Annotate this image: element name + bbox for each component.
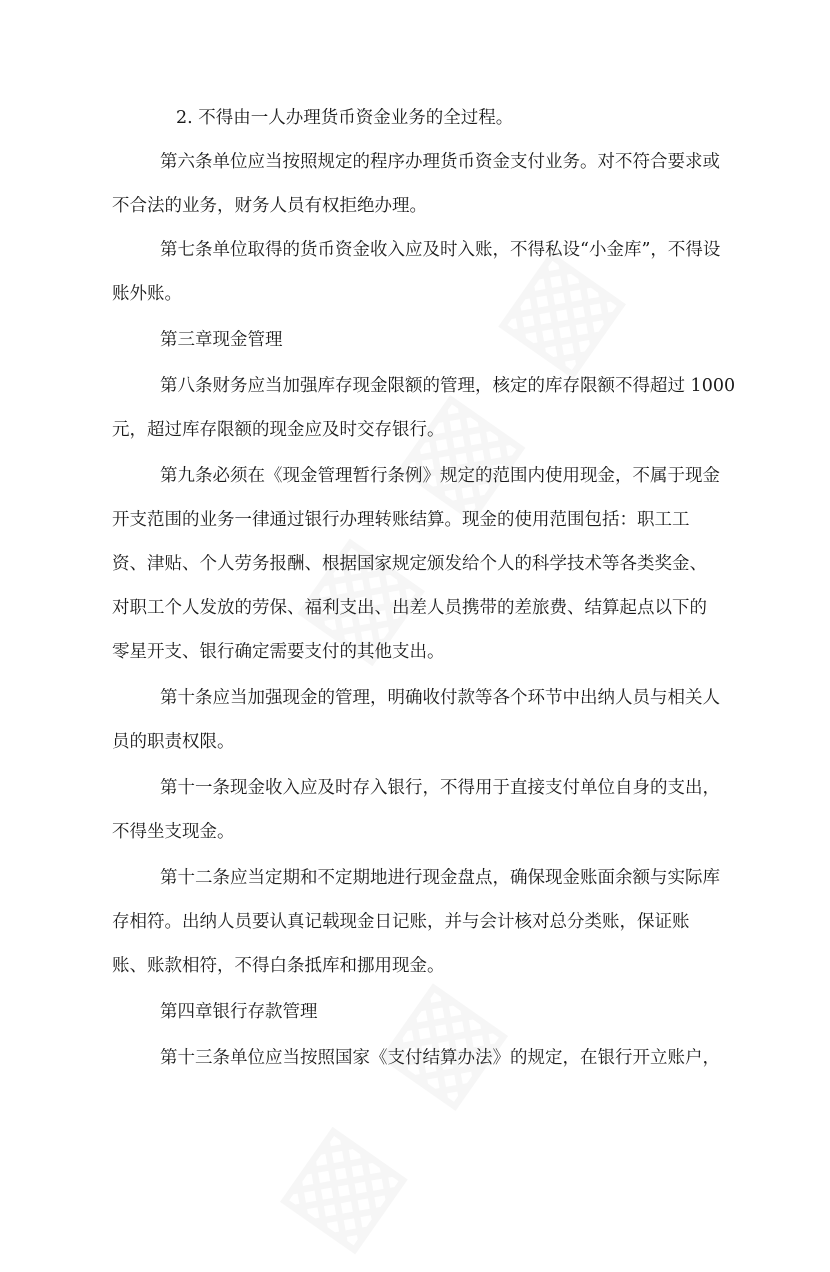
chapter-heading: 第三章现金管理 — [160, 330, 283, 350]
text-line: 员的职责权限。 — [112, 732, 235, 752]
text-line: 2. 不得由一人办理货币资金业务的全过程。 — [176, 108, 514, 128]
text-line: 第九条必须在《现金管理暂行条例》规定的范围内使用现金，不属于现金 — [160, 466, 720, 486]
chapter-heading: 第四章银行存款管理 — [160, 1002, 318, 1022]
text-line: 第七条单位取得的货币资金收入应及时入账，不得私设“小金库”，不得设 — [160, 240, 721, 260]
text-line: 账外账。 — [112, 284, 182, 304]
text-line: 第六条单位应当按照规定的程序办理货币资金支付业务。对不符合要求或 — [160, 152, 720, 172]
text-line: 开支范围的业务一律通过银行办理转账结算。现金的使用范围包括：职工工 — [112, 510, 690, 530]
text-line: 第十三条单位应当按照国家《支付结算办法》的规定，在银行开立账户， — [160, 1048, 720, 1068]
text-line: 第十二条应当定期和不定期地进行现金盘点，确保现金账面余额与实际库 — [160, 868, 720, 888]
text-line: 存相符。出纳人员要认真记载现金日记账，并与会计核对总分类账，保证账 — [112, 912, 690, 932]
text-line: 第十条应当加强现金的管理，明确收付款等各个环节中出纳人员与相关人 — [160, 688, 720, 708]
text-line: 元，超过库存限额的现金应及时交存银行。 — [112, 420, 445, 440]
text-line: 对职工个人发放的劳保、福利支出、出差人员携带的差旅费、结算起点以下的 — [112, 598, 707, 618]
text-line: 零星开支、银行确定需要支付的其他支出。 — [112, 642, 445, 662]
text-line: 账、账款相符，不得白条抵库和挪用现金。 — [112, 956, 445, 976]
text-line: 第十一条现金收入应及时存入银行，不得用于直接支付单位自身的支出， — [160, 778, 720, 798]
text-line: 不得坐支现金。 — [112, 822, 235, 842]
watermark — [247, 947, 532, 1271]
text-line: 第八条财务应当加强库存现金限额的管理，核定的库存限额不得超过 1000 — [160, 376, 736, 396]
text-line: 不合法的业务，财务人员有权拒绝办理。 — [112, 196, 427, 216]
text-line: 资、津贴、个人劳务报酬、根据国家规定颁发给个人的科学技术等各类奖金、 — [112, 554, 707, 574]
